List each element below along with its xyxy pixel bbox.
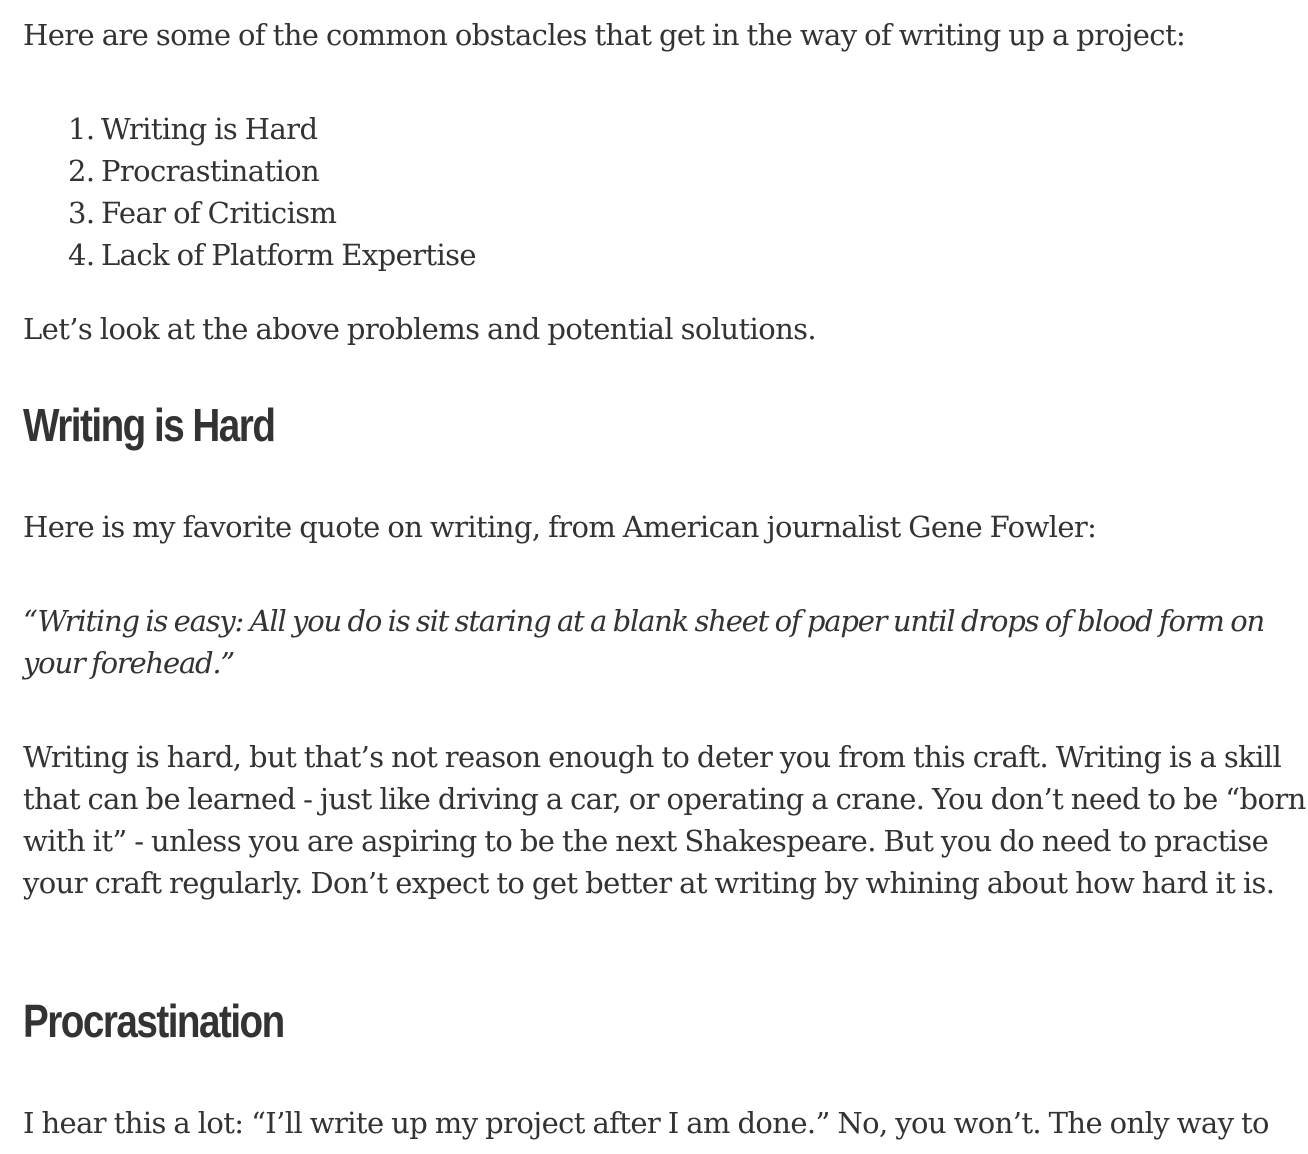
list-item	[23, 150, 476, 192]
list-item	[23, 234, 476, 276]
fowler-quote: “Writing is easy: All you do is sit staring at a blank sheet of paper until drops of blood form on your forehead.”	[23, 604, 1264, 680]
list-item-label: Fear of Criticism	[101, 196, 337, 230]
list-item-number: 1.	[68, 112, 95, 146]
list-item-number: 3.	[68, 196, 95, 230]
writing-is-hard-paragraph: Writing is hard, but that’s not reason enough to deter you from this craft. Writing is a skill that can be learned - just like driving a car, or operating a crane. You don’t need to be “born with it” - unless you are aspiring to be the next Shakespeare. But you do need to practise your craft regularly. Don’t expect to get better at writing by whining about how hard it is.	[23, 740, 1306, 900]
list-item-number: 2.	[68, 154, 95, 188]
list-item-number: 4.	[68, 238, 95, 272]
list-item-label: Procrastination	[101, 154, 320, 188]
quote-intro-paragraph: Here is my favorite quote on writing, from American journalist Gene Fowler:	[23, 510, 1097, 544]
list-item-label: Writing is Hard	[101, 112, 318, 146]
list-item-label: Lack of Platform Expertise	[101, 238, 476, 272]
obstacle-list	[23, 108, 476, 276]
procrastination-paragraph: I hear this a lot: “I’ll write up my project after I am done.” No, you won’t. The only way to	[23, 1106, 1269, 1140]
look-paragraph: Let’s look at the above problems and potential solutions.	[23, 312, 817, 346]
section-heading-procrastination: Procrastination	[23, 995, 284, 1047]
section-heading-writing-is-hard: Writing is Hard	[23, 399, 275, 451]
intro-paragraph: Here are some of the common obstacles that get in the way of writing up a project:	[23, 18, 1186, 52]
list-item	[23, 192, 476, 234]
list-item	[23, 108, 476, 150]
